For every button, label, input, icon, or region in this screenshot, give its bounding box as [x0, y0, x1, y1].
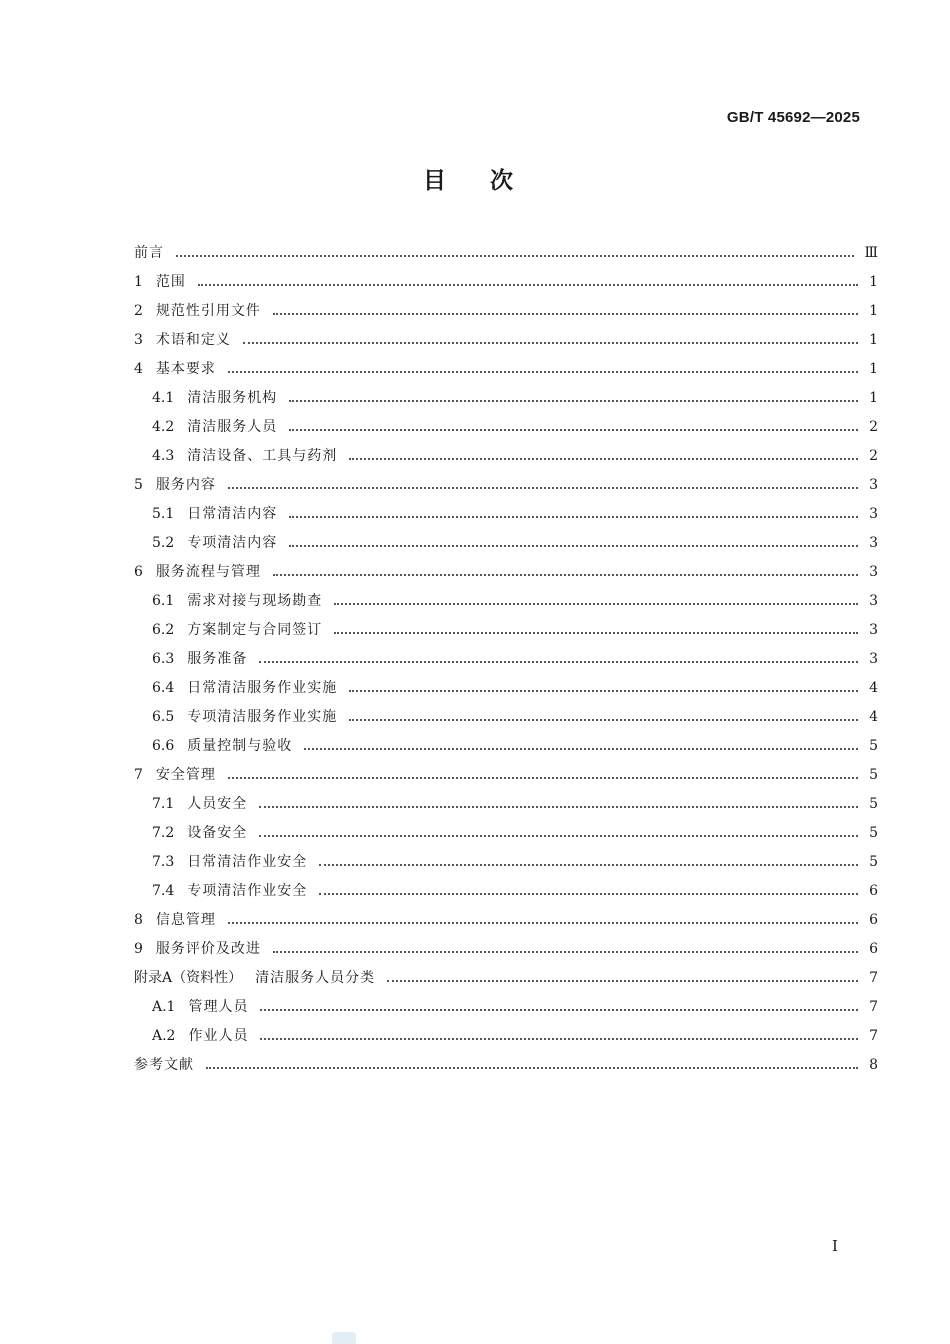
- toc-entry-page: 1: [869, 390, 878, 406]
- toc-entry-number: 3: [134, 332, 143, 348]
- toc-entry-number: 7.4: [152, 883, 175, 899]
- toc-entry-number: 6.1: [152, 593, 175, 609]
- toc-entry-title: 前言: [134, 245, 164, 261]
- toc-dot-leader: [273, 937, 858, 953]
- toc-entry-page: 5: [869, 738, 878, 754]
- toc-entry-title: 清洁服务人员分类: [255, 970, 376, 986]
- toc-entry-number: 4.1: [152, 390, 175, 406]
- toc-dot-leader: [334, 589, 858, 605]
- toc-entry[interactable]: [134, 529, 878, 558]
- toc-entry[interactable]: [134, 355, 878, 384]
- toc-entry-number: 5: [134, 477, 143, 493]
- toc-dot-leader: [289, 386, 858, 402]
- toc-entry-page: 3: [869, 622, 878, 638]
- toc-dot-leader: [319, 850, 858, 866]
- toc-entry-page: 6: [869, 912, 878, 928]
- toc-entry[interactable]: [134, 732, 878, 761]
- toc-entry[interactable]: [134, 500, 878, 529]
- toc-entry-page: 5: [869, 854, 878, 870]
- toc-entry-title: 管理人员: [188, 999, 249, 1015]
- toc-entry-number: 1: [134, 274, 143, 290]
- toc-entry[interactable]: [134, 326, 878, 355]
- toc-entry-page: 6: [869, 941, 878, 957]
- toc-entry-page: 5: [869, 796, 878, 812]
- toc-dot-leader: [349, 676, 858, 692]
- toc-entry-number: 6: [134, 564, 143, 580]
- toc-entry-title: 基本要求: [155, 361, 216, 377]
- toc-entry-title: 作业人员: [188, 1028, 249, 1044]
- toc-entry-number: 6.2: [152, 622, 175, 638]
- toc-entry-number: 7.2: [152, 825, 175, 841]
- toc-entry-title: 规范性引用文件: [155, 303, 261, 319]
- toc-entry-number: 7: [134, 767, 143, 783]
- toc-entry-title: 专项清洁作业安全: [187, 883, 308, 899]
- toc-entry[interactable]: [134, 848, 878, 877]
- toc-entry-number: 附录A（资料性）: [134, 970, 243, 986]
- toc-entry-title: 服务准备: [187, 651, 248, 667]
- toc-entry-number: 6.4: [152, 680, 175, 696]
- toc-entry-page: 1: [869, 274, 878, 290]
- toc-entry-title: 设备安全: [187, 825, 248, 841]
- toc-dot-leader: [259, 792, 858, 808]
- toc-dot-leader: [289, 531, 858, 547]
- toc-entry-title: 专项清洁内容: [187, 535, 278, 551]
- toc-entry-page: 1: [869, 361, 878, 377]
- toc-entry-page: 3: [869, 651, 878, 667]
- toc-entry-number: A.1: [152, 999, 176, 1015]
- toc-entry-number: A.2: [152, 1028, 176, 1044]
- toc-entry-title: 日常清洁服务作业实施: [187, 680, 338, 696]
- toc-dot-leader: [198, 270, 858, 286]
- toc-entry-page: 3: [869, 564, 878, 580]
- toc-entry[interactable]: [134, 616, 878, 645]
- toc-dot-leader: [260, 1024, 858, 1040]
- toc-entry-title: 需求对接与现场勘查: [187, 593, 323, 609]
- toc-entry-number: 5.1: [152, 506, 175, 522]
- toc-entry[interactable]: [134, 297, 878, 326]
- toc-entry-title: 信息管理: [155, 912, 216, 928]
- toc-entry-number: 2: [134, 303, 143, 319]
- toc-entry-page: 8: [869, 1057, 878, 1073]
- toc-entry-title: 清洁服务人员: [187, 419, 278, 435]
- toc-dot-leader: [260, 995, 858, 1011]
- toc-entry[interactable]: [134, 645, 878, 674]
- toc-dot-leader: [259, 821, 858, 837]
- toc-entry[interactable]: [134, 819, 878, 848]
- toc-entry[interactable]: [134, 674, 878, 703]
- toc-entry-title: 服务流程与管理: [155, 564, 261, 580]
- toc-dot-leader: [228, 473, 858, 489]
- toc-entry-number: 9: [134, 941, 143, 957]
- toc-entry-number: 4.2: [152, 419, 175, 435]
- toc-entry-page: 3: [869, 506, 878, 522]
- toc-dot-leader: [289, 502, 858, 518]
- toc-entry[interactable]: [134, 1022, 878, 1051]
- toc-entry[interactable]: [134, 877, 878, 906]
- toc-entry-number: 7.1: [152, 796, 175, 812]
- toc-dot-leader: [273, 560, 858, 576]
- toc-entry[interactable]: [134, 471, 878, 500]
- toc-entry[interactable]: [134, 703, 878, 732]
- toc-dot-leader: [289, 415, 858, 431]
- toc-entry-number: 5.2: [152, 535, 175, 551]
- toc-entry-page: 2: [869, 448, 878, 464]
- toc-entry-title: 清洁服务机构: [187, 390, 278, 406]
- toc-entry-title: 服务评价及改进: [155, 941, 261, 957]
- watermark-mark: [332, 1332, 356, 1344]
- toc-dot-leader: [243, 328, 858, 344]
- toc-entry-page: 3: [869, 477, 878, 493]
- toc-entry-number: 6.5: [152, 709, 175, 725]
- toc-entry-page: 3: [869, 535, 878, 551]
- toc-entry-page: 3: [869, 593, 878, 609]
- toc-entry[interactable]: [134, 239, 878, 268]
- toc-entry[interactable]: [134, 935, 878, 964]
- toc-entry[interactable]: [134, 790, 878, 819]
- toc-dot-leader: [349, 705, 858, 721]
- toc-dot-leader: [259, 647, 858, 663]
- toc-entry-title: 方案制定与合同签订: [187, 622, 323, 638]
- toc-entry-title: 质量控制与验收: [187, 738, 293, 754]
- page-number: I: [832, 1237, 838, 1255]
- toc-dot-leader: [349, 444, 858, 460]
- toc-entry-number: 4: [134, 361, 143, 377]
- toc-entry-title: 日常清洁内容: [187, 506, 278, 522]
- toc-entry[interactable]: [134, 993, 878, 1022]
- toc-entry[interactable]: [134, 906, 878, 935]
- toc-entry-page: 1: [869, 303, 878, 319]
- toc-dot-leader: [228, 763, 858, 779]
- toc-dot-leader: [228, 357, 858, 373]
- page-title: 目次: [423, 168, 557, 194]
- toc-entry-page: 5: [869, 767, 878, 783]
- toc-dot-leader: [228, 908, 858, 924]
- toc-entry-number: 8: [134, 912, 143, 928]
- toc-entry-number: 6.6: [152, 738, 175, 754]
- toc-entry[interactable]: [134, 268, 878, 297]
- toc-entry[interactable]: [134, 558, 878, 587]
- toc-entry-title: 服务内容: [155, 477, 216, 493]
- toc-entry-title: 清洁设备、工具与药剂: [187, 448, 338, 464]
- toc-entry-page: 6: [869, 883, 878, 899]
- toc-entry[interactable]: [134, 587, 878, 616]
- toc-entry-page: 7: [869, 1028, 878, 1044]
- toc-dot-leader: [387, 966, 858, 982]
- toc-entry-page: Ⅲ: [864, 245, 878, 261]
- toc-entry-title: 安全管理: [155, 767, 216, 783]
- toc-entry-number: 4.3: [152, 448, 175, 464]
- toc-entry-page: 2: [869, 419, 878, 435]
- toc-dot-leader: [304, 734, 858, 750]
- toc-entry-page: 4: [869, 680, 878, 696]
- toc-entry-page: 5: [869, 825, 878, 841]
- toc-entry-page: 4: [869, 709, 878, 725]
- toc-dot-leader: [334, 618, 858, 634]
- toc-entry-number: 7.3: [152, 854, 175, 870]
- standard-code: GB/T 45692—2025: [726, 109, 860, 126]
- toc-entry-page: 1: [869, 332, 878, 348]
- toc-entry-title: 范围: [155, 274, 186, 290]
- toc-entry[interactable]: [134, 442, 878, 471]
- toc-entry[interactable]: [134, 384, 878, 413]
- table-of-contents: [134, 239, 878, 1080]
- toc-entry[interactable]: [134, 964, 878, 993]
- toc-dot-leader: [206, 1053, 858, 1069]
- toc-entry-page: 7: [869, 999, 878, 1015]
- toc-entry-title: 术语和定义: [155, 332, 231, 348]
- toc-entry-title: 专项清洁服务作业实施: [187, 709, 338, 725]
- toc-entry[interactable]: [134, 1051, 878, 1080]
- toc-entry-page: 7: [869, 970, 878, 986]
- toc-entry-title: 人员安全: [187, 796, 248, 812]
- toc-entry-title: 参考文献: [134, 1057, 194, 1073]
- toc-entry-title: 日常清洁作业安全: [187, 854, 308, 870]
- toc-entry[interactable]: [134, 413, 878, 442]
- toc-dot-leader: [176, 241, 854, 257]
- toc-dot-leader: [319, 879, 858, 895]
- toc-entry-number: 6.3: [152, 651, 175, 667]
- toc-entry[interactable]: [134, 761, 878, 790]
- toc-dot-leader: [273, 299, 858, 315]
